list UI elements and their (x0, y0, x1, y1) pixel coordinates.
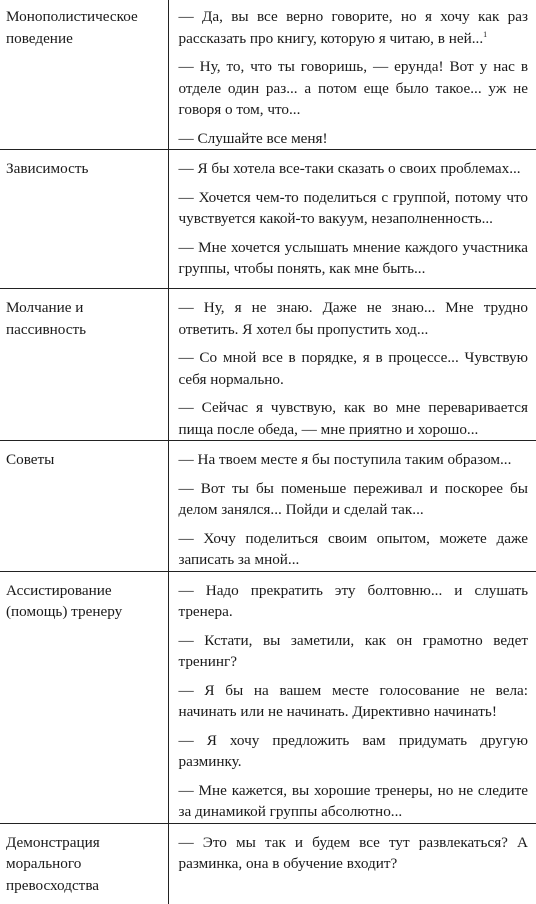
behavior-term: Монополистическое поведение (0, 0, 168, 150)
table-row (0, 150, 536, 289)
footnote-mark: 1 (483, 29, 488, 39)
example-phrases (168, 571, 536, 823)
phrase-text: — Слушайте все меня! (178, 129, 328, 147)
phrase-text: — Кстати, вы заметили, как он грамотно ведет тренинг? (178, 631, 528, 670)
table-row (0, 823, 536, 904)
phrase-text: — Хочу поделиться своим опытом, можете даже записать за мной... (178, 529, 528, 568)
phrase-text: — Я бы на вашем месте голосование не вела: начинать или не начинать. Директивно начинать! (178, 681, 528, 720)
behavior-term: Молчание и пассивность (0, 289, 168, 441)
phrase-text: — Ну, то, что ты говоришь, — ерунда! Вот у нас в отделе один раз... а потом еще было такое... уж не говоря о том, что... (178, 58, 528, 118)
phrase-text: — Со мной все в порядке, я в процессе... Чувствую себя нормально. (178, 349, 528, 388)
table-row (0, 441, 536, 572)
phrase-text: — Хочется чем-то поделиться с группой, потому что чувствуется какой-то вакуум, незаполненность... (178, 188, 528, 227)
table-row (0, 289, 536, 441)
example-phrases (168, 441, 536, 572)
table-row (0, 0, 536, 150)
behavior-term: Ассистирование (помощь) тренеру (0, 571, 168, 823)
phrase-text: — Я бы хотела все-таки сказать о своих проблемах... (178, 160, 521, 177)
phrase-text: — Сейчас я чувствую, как во мне переваривается пища после обеда, — мне приятно и хорошо... (178, 399, 528, 438)
phrase-text: — На твоем месте я бы поступила таким образом... (178, 451, 512, 468)
behavior-term: Советы (0, 441, 168, 572)
phrase-text: — Ну, я не знаю. Даже не знаю... Мне трудно ответить. Я хотел бы пропустить ход... (178, 299, 528, 338)
phrase-text: — Я хочу предложить вам придумать другую разминку. (178, 731, 528, 770)
example-phrases (168, 150, 536, 289)
behavior-term: Зависимость (0, 150, 168, 289)
phrase-text: — Мне кажется, вы хорошие тренеры, но не следите за динамикой группы абсолютно... (178, 781, 528, 820)
phrase-text: — Да, вы все верно говорите, но я хочу как раз рассказать про книгу, которую я читаю, в ней...$^1$ (178, 8, 528, 47)
phrase-text: — Надо прекратить эту болтовню... и слушать тренера. (178, 581, 528, 620)
behavior-term: Демонстрация морального превосходства (0, 823, 168, 904)
example-phrases (168, 289, 536, 441)
phrase-text: — Вот ты бы поменьше переживал и поскорее бы делом занялся... Пойди и сделай так... (178, 479, 528, 518)
phrase-text: — Это мы так и будем все тут развлекаться? А разминка, она в обучение входит? (178, 833, 528, 872)
example-phrases (168, 823, 536, 904)
example-phrases (168, 0, 536, 150)
table-row (0, 571, 536, 823)
phrase-text: — Мне хочется услышать мнение каждого участника группы, чтобы понять, как мне быть... (178, 238, 528, 277)
